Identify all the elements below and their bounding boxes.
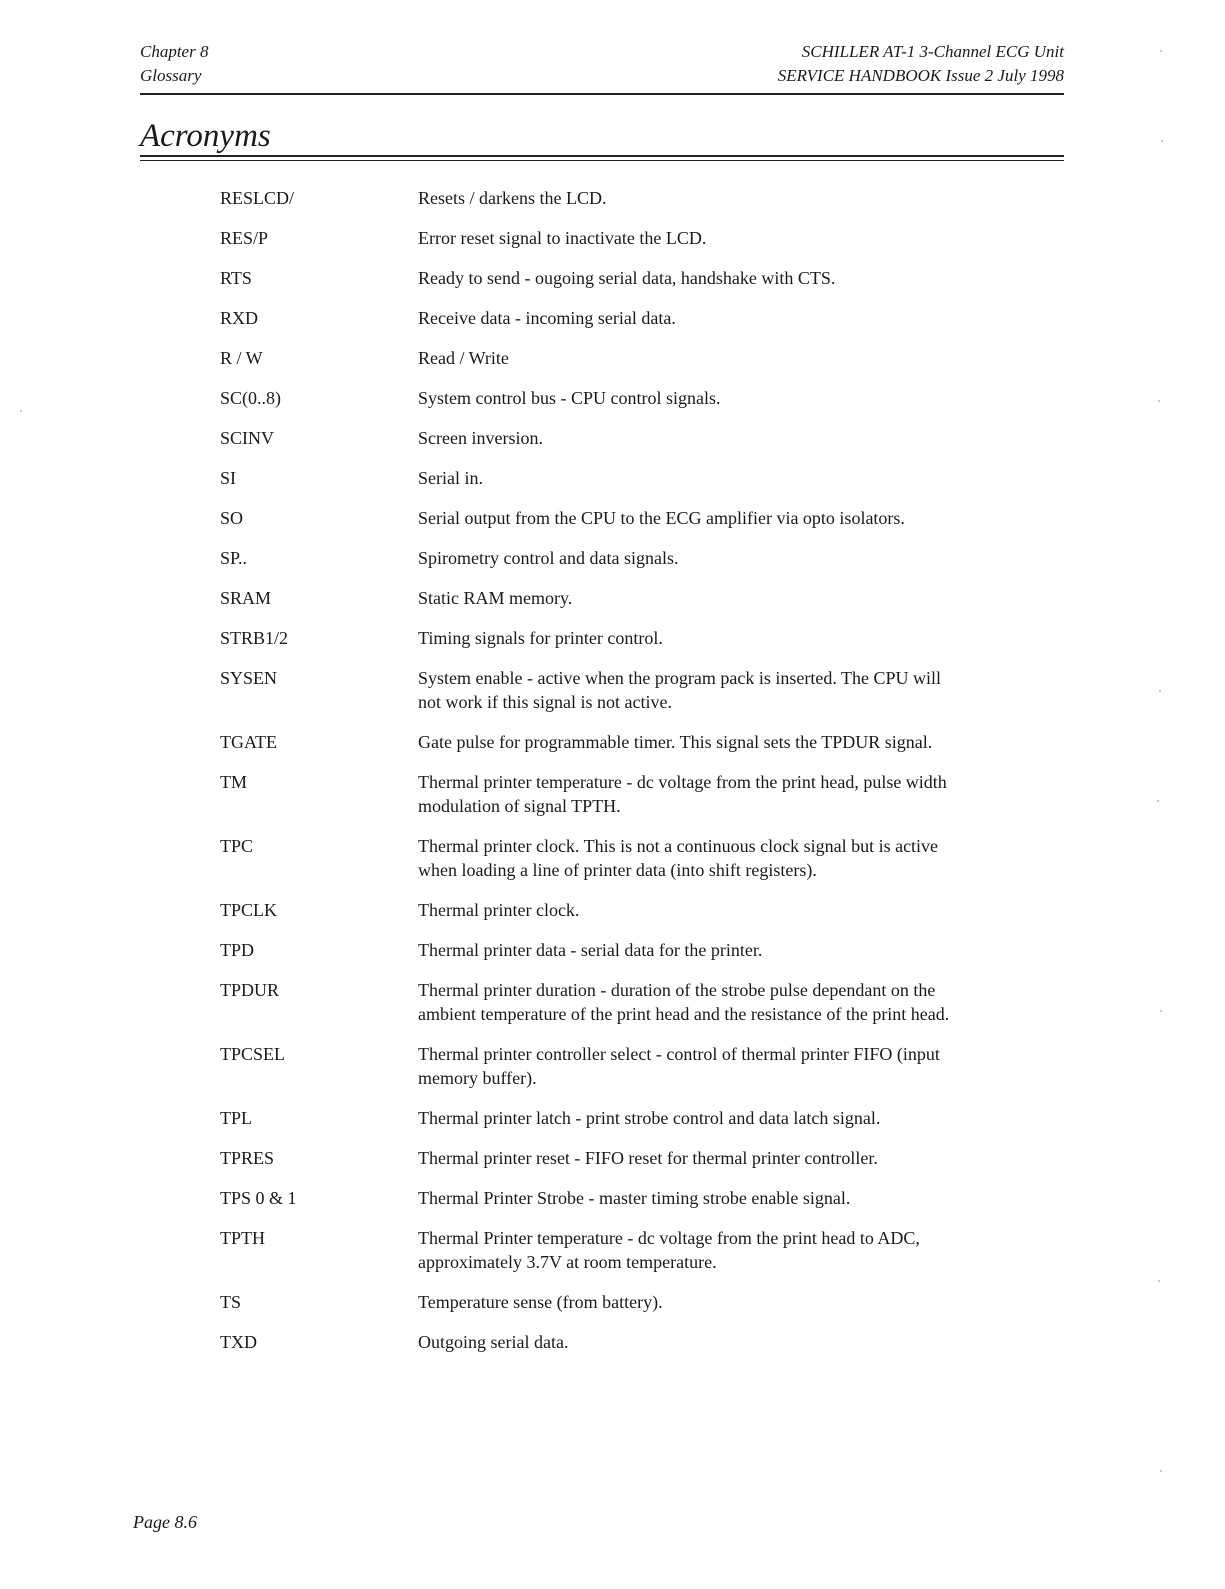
acronym-definition: Gate pulse for programmable timer. This signal sets the TPDUR signal. xyxy=(418,732,933,752)
scan-speck xyxy=(1160,1010,1162,1012)
acronym-entry xyxy=(220,1146,980,1170)
acronym-entry xyxy=(220,1330,980,1354)
acronym-entry xyxy=(220,546,980,570)
acronym-list xyxy=(220,186,980,1370)
chapter-label: Chapter 8 xyxy=(140,42,209,61)
title-divider xyxy=(140,155,1064,157)
acronym-entry xyxy=(220,626,980,650)
acronym-definition: Ready to send - ougoing serial data, handshake with CTS. xyxy=(418,268,836,288)
acronym-definition: System enable - active when the program pack is inserted. The CPU will not work if this signal is not active. xyxy=(418,668,942,712)
acronym-entry xyxy=(220,730,980,754)
acronym-term: TS xyxy=(220,1292,242,1312)
acronym-definition: Thermal printer reset - FIFO reset for thermal printer controller. xyxy=(418,1148,878,1168)
acronym-entry xyxy=(220,898,980,922)
page-header xyxy=(140,40,1064,94)
acronym-term: TXD xyxy=(220,1332,257,1352)
acronym-entry xyxy=(220,1226,980,1274)
acronym-definition: Timing signals for printer control. xyxy=(418,628,663,648)
acronym-term: SI xyxy=(220,468,237,488)
acronym-term: RESLCD/ xyxy=(220,188,295,208)
acronym-definition: Static RAM memory. xyxy=(418,588,573,608)
acronym-term: TPL xyxy=(220,1108,253,1128)
acronym-entry xyxy=(220,426,980,450)
acronym-term: RXD xyxy=(220,308,259,328)
header-right xyxy=(778,40,1064,88)
page-title: Acronyms xyxy=(140,118,271,154)
acronym-definition: Outgoing serial data. xyxy=(418,1332,569,1352)
acronym-entry xyxy=(220,770,980,818)
acronym-entry xyxy=(220,1186,980,1210)
acronym-definition: Read / Write xyxy=(418,348,509,368)
page-number: Page 8.6 xyxy=(133,1512,197,1532)
acronym-definition: Spirometry control and data signals. xyxy=(418,548,679,568)
acronym-term: SC(0..8) xyxy=(220,388,282,408)
acronym-definition: Temperature sense (from battery). xyxy=(418,1292,663,1312)
acronym-term: TPC xyxy=(220,836,254,856)
acronym-definition: Resets / darkens the LCD. xyxy=(418,188,607,208)
acronym-entry xyxy=(220,346,980,370)
acronym-term: SO xyxy=(220,508,244,528)
acronym-definition: Screen inversion. xyxy=(418,428,543,448)
acronym-entry xyxy=(220,978,980,1026)
acronym-term: SRAM xyxy=(220,588,272,608)
acronym-entry xyxy=(220,186,980,210)
section-label: Glossary xyxy=(140,66,202,85)
acronym-definition: Error reset signal to inactivate the LCD. xyxy=(418,228,707,248)
header-divider xyxy=(140,93,1064,95)
acronym-entry xyxy=(220,1106,980,1130)
acronym-entry xyxy=(220,386,980,410)
acronym-term: TPS 0 & 1 xyxy=(220,1188,297,1208)
acronym-entry xyxy=(220,1290,980,1314)
acronym-entry xyxy=(220,586,980,610)
acronym-entry xyxy=(220,266,980,290)
acronym-entry xyxy=(220,666,980,714)
acronym-term: TPCLK xyxy=(220,900,278,920)
scan-speck xyxy=(1161,140,1163,142)
acronym-definition: Thermal printer controller select - control of thermal printer FIFO (input memory buffer). xyxy=(418,1044,940,1088)
acronym-term: TPD xyxy=(220,940,255,960)
acronym-entry xyxy=(220,466,980,490)
scan-speck xyxy=(1157,800,1159,802)
acronym-term: TPDUR xyxy=(220,980,280,1000)
title-divider-thin xyxy=(140,160,1064,161)
acronym-term: RTS xyxy=(220,268,252,288)
issue-label: SERVICE HANDBOOK Issue 2 July 1998 xyxy=(777,66,1064,85)
acronym-entry xyxy=(220,834,980,882)
scan-speck xyxy=(1160,1470,1162,1472)
acronym-definition: Serial output from the CPU to the ECG amplifier via opto isolators. xyxy=(418,508,905,528)
acronym-term: SYSEN xyxy=(220,668,278,688)
acronym-term: R / W xyxy=(220,348,263,368)
acronym-term: TPRES xyxy=(220,1148,275,1168)
acronym-definition: Thermal printer data - serial data for the printer. xyxy=(418,940,763,960)
acronym-definition: Thermal Printer Strobe - master timing strobe enable signal. xyxy=(418,1188,851,1208)
scan-speck xyxy=(1158,400,1160,402)
acronym-definition: System control bus - CPU control signals. xyxy=(418,388,721,408)
scan-speck xyxy=(1159,690,1161,692)
product-label: SCHILLER AT-1 3-Channel ECG Unit xyxy=(801,42,1064,61)
acronym-term: SP.. xyxy=(220,548,248,568)
acronym-definition: Thermal Printer temperature - dc voltage from the print head to ADC, approximately 3.7V at room temperature. xyxy=(418,1228,920,1272)
acronym-term: TGATE xyxy=(220,732,277,752)
acronym-entry xyxy=(220,1042,980,1090)
header-left xyxy=(140,40,208,88)
acronym-definition: Thermal printer clock. This is not a continuous clock signal but is active when loading a line of printer data (into shift registers). xyxy=(418,836,939,880)
acronym-term: SCINV xyxy=(220,428,275,448)
scan-speck xyxy=(1160,50,1162,52)
acronym-definition: Thermal printer latch - print strobe control and data latch signal. xyxy=(418,1108,881,1128)
acronym-term: TPCSEL xyxy=(220,1044,286,1064)
acronym-definition: Receive data - incoming serial data. xyxy=(418,308,676,328)
acronym-term: TM xyxy=(220,772,247,792)
acronym-definition: Thermal printer duration - duration of the strobe pulse dependant on the ambient temperature of the print head and the resistance of the print head. xyxy=(418,980,950,1024)
scan-speck xyxy=(20,410,22,412)
acronym-entry xyxy=(220,938,980,962)
acronym-entry xyxy=(220,226,980,250)
acronym-entry xyxy=(220,506,980,530)
acronym-definition: Thermal printer temperature - dc voltage from the print head, pulse width modulation of signal TPTH. xyxy=(418,772,947,816)
acronym-definition: Thermal printer clock. xyxy=(418,900,580,920)
acronym-definition: Serial in. xyxy=(418,468,483,488)
scan-speck xyxy=(1158,1280,1160,1282)
acronym-term: RES/P xyxy=(220,228,269,248)
acronym-entry xyxy=(220,306,980,330)
acronym-term: STRB1/2 xyxy=(220,628,289,648)
acronym-term: TPTH xyxy=(220,1228,265,1248)
